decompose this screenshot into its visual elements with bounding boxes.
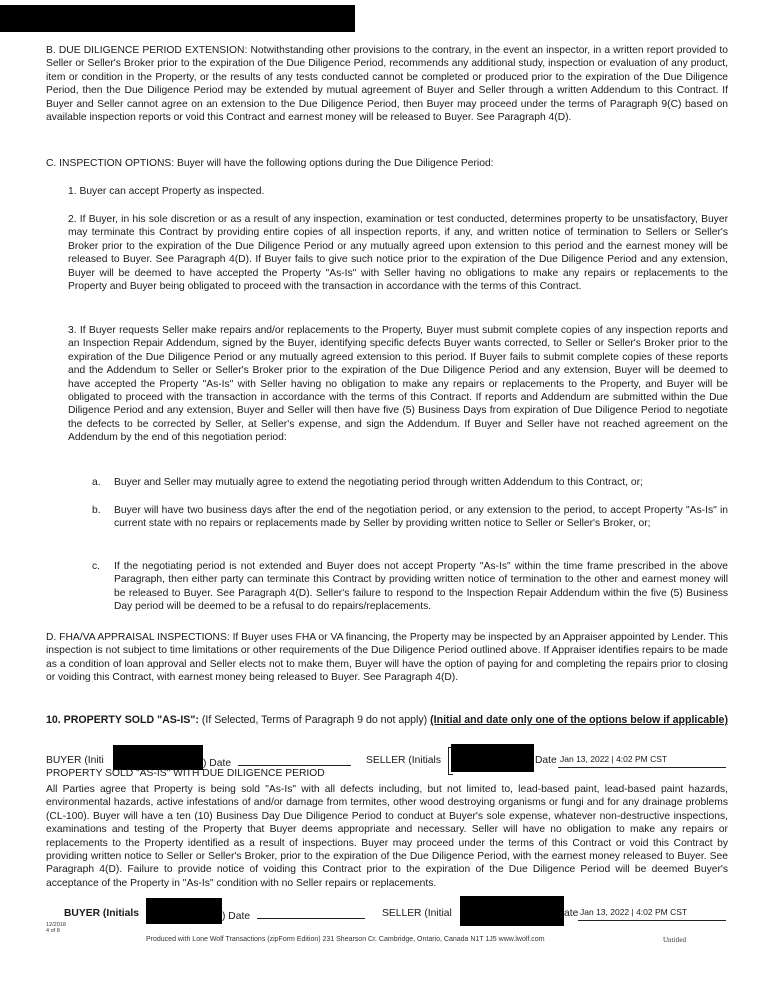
redacted-header-bar [0,5,355,32]
option-c1: 1. Buyer can accept Property as inspected. [68,186,265,197]
option-c3b-letter: b. [92,505,101,516]
option-c3a [92,476,728,489]
buyer-initials-label-2: BUYER (Initials [64,908,139,919]
option-c3b-text: Buyer will have two business days after the end of the negotiation period, or any extension to the period, to accept Property "As-Is" in current state with no repairs or replacements made by Seller by providing written notice to Seller or Seller's Broker, or; [114,505,728,530]
paragraph-10-subtitle: (If Selected, Terms of Paragraph 9 do not apply) [201,714,428,726]
seller-initials-label: SELLER (Initials [366,755,441,766]
option-c3c [92,560,728,614]
option-c3c-letter: c. [92,561,101,572]
section-b-due-diligence-extension: B. DUE DILIGENCE PERIOD EXTENSION: Notwithstanding other provisions to the contrary, in the event an inspector, in a written report provided to Seller or Seller's Broker prior to the expiration of the Due Diligence Period, recommends any additional study, inspection or evaluation of any product, item or condition in the Property, or the results of any tests conducted cannot be completed or produced prior to the expiration of the Due Diligence Period, then the Due Diligence Period may be extended by mutual agreement of Buyer and Seller through a written Addendum to this Contract. If Buyer and Seller cannot agree on an extension to the Due Diligence Period, then Buyer may proceed under the terms of Paragraph 9(C) based on available inspection reports or void this Contract and earnest money will be released to Buyer. See Paragraph 4(D). [46,45,728,124]
seller-date-1 [535,755,557,766]
seller-date-label-2: ate [564,908,579,919]
paragraph-10-title: 10. PROPERTY SOLD "AS-IS": [46,714,199,726]
seller-date-line-1 [558,757,726,768]
option-c3b [92,504,728,531]
buyer-date-field-2[interactable] [257,908,365,919]
redacted-buyer-initials-2 [146,898,222,924]
seller-initials-2 [382,908,452,919]
seller-initials-1 [366,755,441,766]
seller-date-2 [564,908,578,919]
redacted-seller-initials-1 [451,744,534,772]
buyer-initials-label: BUYER (Initi [46,755,104,766]
option-c3: 3. If Buyer requests Seller make repairs and/or replacements to the Property, Buyer must submit complete copies of any inspection reports and an Inspection Repair Addendum, signed by the Buyer, identifying specific defects Buyer wants corrected, to Seller or Seller's Broker prior to the expiration of the Due Diligence Period or any mutually agreed extension to this period. If Buyer fails to submit complete copies of these reports and the Addendum to Seller or Seller's Broker prior to the expiration of the Due Diligence Period and any extension, Buyer will be deemed to have accepted the Property "As-Is" with Seller having no obligation to make any repairs or replacements to the Property, and Buyer will be obligated to proceed with the transaction in accordance with the terms of this Contract. If reports and Addendum are submitted within the Due Diligence Period and any extension, Buyer and Seller will then have five (5) Business Days from expiration of Due Diligence Period to negotiate the defects to be corrected by Seller, at Seller's expense, and sign the Addendum. If Buyer and Seller have not reached agreement on the Addendum by the end of this negotiation period: [68,325,728,444]
option-c3a-letter: a. [92,477,101,488]
seller-initials-label-2: SELLER (Initial [382,908,452,919]
option-as-is-body: All Parties agree that Property is being sold "As-Is" with all defects including, but not limited to, lead-based paint, lead-based paint hazards, environmental hazards, active infestations of and/or damage from termites, other wood destroying organisms or fungi and for any drainage problems (CL-100). Buyer will have a ten (10) Business Day Due Diligence Period to conduct at Buyer's sole expense, whatever non-destructive inspections, examinations and testing of the Property that Buyer deems appropriate and necessary. Seller will have no obligation to make any repairs or replacements to the Property identified as a result of inspections. Buyer may proceed under the terms of this Contract or void this Contract by providing written notice to Seller or Seller's Broker, prior to the expiration of the Due Diligence Period, with the earnest money released to Buyer. See Paragraph 4(D). Failure to provide notice of voiding this Contract prior to the expiration of the Due Diligence Period will be deemed Buyer's acceptance of the Property in "As-Is" condition with no Seller repairs or replacements. [46,784,728,889]
paragraph-10-heading [46,714,736,728]
option-c3a-text: Buyer and Seller may mutually agree to extend the negotiating period through written Addendum to this Contract, or; [114,477,643,488]
option-c2: 2. If Buyer, in his sole discretion or as a result of any inspection, examination or test conducted, determines property to be unsatisfactory, Buyer may terminate this Contract by providing entire copies of all inspection reports, if any, and written notice of termination to Sellers or Seller's Broker prior to the expiration of the Due Diligence Period or any mutually agreed upon extension to this period and the earnest money will be released to Buyer. See Paragraph 4(D). If Buyer fails to give such notice prior to the expiration of the Due Diligence Period and any extension, Buyer will be deemed to have accepted the Property "As-Is" with Seller having no obligations to make any repairs or replacements to the Property and Buyer being obligated to proceed with the transaction in accordance with the terms of this Contract. [68,214,728,293]
buyer-date-label: ) Date [203,758,232,769]
date-stamp-2: Jan 13, 2022 | 4:02 PM CST [580,907,688,917]
redacted-buyer-initials-1 [113,745,203,770]
option-as-is-title: PROPERTY SOLD "AS-IS" WITH DUE DILIGENCE PERIOD [46,768,325,779]
buyer-date-1[interactable] [203,755,351,769]
footer-produced-with: Produced with Lone Wolf Transactions (zipForm Edition) 231 Shearson Cr. Cambridge, Ontario, Canada N1T 1J5 www.lwolf.com [146,936,545,943]
page-number: 4 of 8 [46,928,60,934]
buyer-date-label-2: ) Date [222,911,251,922]
revision-date: 12/2018 [46,922,66,928]
option-c3c-text: If the negotiating period is not extended and Buyer does not accept Property "As-Is" within the time frame prescribed in the above Paragraph, then either party can terminate this Contract by providing written notice of termination to the other and earnest money will be released to Buyer. See Paragraph 4(D). Seller's failure to respond to the Inspection Repair Addendum within the five (5) Business Day period will be deemed to be a refusal to do repairs/replacements. [114,561,728,613]
buyer-initials-2 [64,908,139,919]
date-stamp-1: Jan 13, 2022 | 4:02 PM CST [560,754,668,764]
signature-row-1 [46,755,104,766]
paragraph-10-instruction: (Initial and date only one of the options below if applicable) [430,714,728,726]
seller-date-label: Date [535,755,557,766]
section-c-inspection-options: C. INSPECTION OPTIONS: Buyer will have the following options during the Due Diligence Period: [46,158,494,169]
redacted-seller-initials-2 [460,896,564,926]
buyer-date-2[interactable] [222,908,365,922]
footer-document-name: Untitled [663,936,686,944]
section-d-fha-va-appraisal: D. FHA/VA APPRAISAL INSPECTIONS: If Buyer uses FHA or VA financing, the Property may be inspected by an Appraiser appointed by Lender. This inspection is not subject to time limitations or other requirements of the Due Diligence Period outlined above. If Appraiser identifies repairs to be made as a condition of loan approval and Seller elects not to make them, Buyer will have the option of paying for and completing the repairs prior to closing or voiding this Contract, with earnest money being released to Buyer. See Paragraph 4(D). [46,632,728,684]
buyer-date-field[interactable] [238,755,351,766]
seller-date-line-2 [578,910,726,921]
